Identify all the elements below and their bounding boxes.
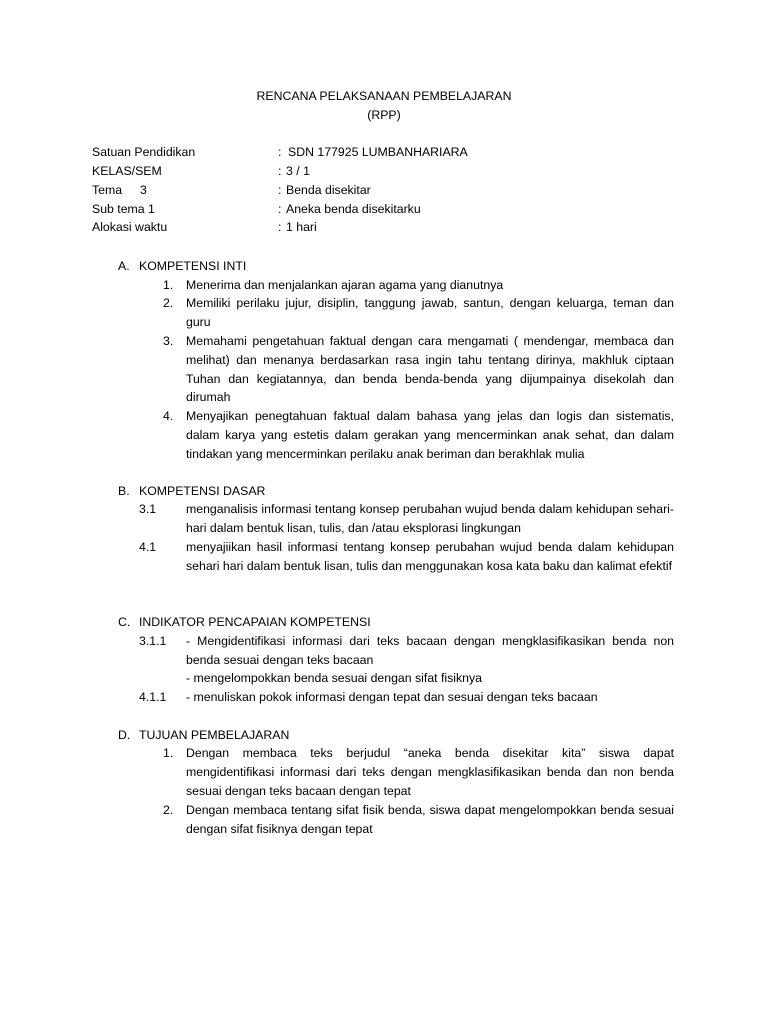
list-item: - Mengidentifikasi informasi dari teks bacaan dengan mengklasifikasikan benda non benda sesuai dengan teks bacaan bbox=[186, 634, 674, 667]
identity-value-alokasi: 1 hari bbox=[286, 220, 317, 234]
section-title: KOMPETENSI DASAR bbox=[139, 484, 266, 498]
list-item: Memiliki perilaku jujur, disiplin, tanggung jawab, santun, dengan keluarga, teman dan guru bbox=[186, 296, 674, 329]
section-title: KOMPETENSI INTI bbox=[139, 259, 247, 273]
list-item-number: 3. bbox=[163, 334, 174, 348]
list-item: Dengan membaca tentang sifat fisik benda, siswa dapat mengelompokkan benda sesuai dengan sifat fisiknya dengan tepat bbox=[186, 803, 674, 836]
section-letter: C. bbox=[118, 615, 131, 629]
identity-value-kelas: 3 / 1 bbox=[286, 164, 310, 178]
identity-label-satuan: Satuan Pendidikan bbox=[92, 145, 196, 159]
identity-label-subtema: Sub tema 1 bbox=[92, 202, 155, 216]
list-item-number: 3.1 bbox=[139, 502, 157, 516]
list-item-number: 4.1.1 bbox=[139, 690, 167, 704]
identity-value-satuan: SDN 177925 LUMBANHARIARA bbox=[288, 145, 468, 159]
identity-value-subtema: Aneka benda disekitarku bbox=[286, 202, 421, 216]
identity-colon: : bbox=[278, 220, 282, 234]
section-title: TUJUAN PEMBELAJARAN bbox=[139, 728, 290, 742]
identity-tema-number: 3 bbox=[140, 183, 147, 197]
identity-colon: : bbox=[278, 183, 282, 197]
identity-colon: : bbox=[278, 202, 282, 216]
identity-value-tema: Benda disekitar bbox=[286, 183, 371, 197]
list-item-number: 4.1 bbox=[139, 540, 157, 554]
identity-colon: : bbox=[278, 164, 282, 178]
list-item-number: 1. bbox=[163, 278, 174, 292]
list-item: Memahami pengetahuan faktual dengan cara mengamati ( mendengar, membaca dan melihat) dan menanya berdasarkan rasa ingin tahu tentang dirinya, makhluk ciptaan Tuhan dan kegiatannya, dan benda benda-benda yang dijumpainya disekolah dan dirumah bbox=[186, 334, 674, 405]
list-item-number: 3.1.1 bbox=[139, 634, 167, 648]
identity-label-kelas: KELAS/SEM bbox=[92, 164, 162, 178]
document-title: RENCANA PELAKSANAAN PEMBELAJARAN bbox=[256, 89, 512, 103]
list-item-number: 2. bbox=[163, 296, 174, 310]
list-item-number: 1. bbox=[163, 746, 174, 760]
list-item: Dengan membaca teks berjudul “aneka benda disekitar kita” siswa dapat mengidentifikasi informasi dari teks dengan mengklasifikasikan benda dan non benda sesuai dengan teks bacaan dengan tepat bbox=[186, 746, 674, 798]
section-letter: D. bbox=[118, 728, 131, 742]
identity-label-tema: Tema bbox=[92, 183, 123, 197]
list-item-number: 4. bbox=[163, 409, 174, 423]
list-item: - menuliskan pokok informasi dengan tepat dan sesuai dengan teks bacaan bbox=[186, 690, 598, 704]
section-letter: B. bbox=[118, 484, 130, 498]
list-item-subline: - mengelompokkan benda sesuai dengan sifat fisiknya bbox=[186, 671, 482, 685]
list-item: menganalisis informasi tentang konsep perubahan wujud benda dalam kehidupan sehari-hari dalam bentuk lisan, tulis, dan /atau eksplorasi lingkungan bbox=[186, 502, 674, 535]
section-letter: A. bbox=[118, 259, 130, 273]
identity-label-alokasi: Alokasi waktu bbox=[92, 220, 168, 234]
document-subtitle: (RPP) bbox=[367, 108, 401, 122]
list-item-number: 2. bbox=[163, 803, 174, 817]
identity-colon: : bbox=[278, 145, 282, 159]
list-item: Menyajikan penegtahuan faktual dalam bahasa yang jelas dan logis dan sistematis, dalam karya yang estetis dalam gerakan yang mencerminkan anak sehat, dan dalam tindakan yang mencerminkan perilaku anak beriman dan berakhlak mulia bbox=[186, 409, 674, 461]
section-title: INDIKATOR PENCAPAIAN KOMPETENSI bbox=[139, 615, 371, 629]
list-item: Menerima dan menjalankan ajaran agama yang dianutnya bbox=[186, 278, 504, 292]
list-item: menyajiikan hasil informasi tentang konsep perubahan wujud benda dalam kehidupan sehari hari dalam bentuk lisan, tulis dan menggunakan kosa kata baku dan kalimat efektif bbox=[186, 540, 674, 573]
